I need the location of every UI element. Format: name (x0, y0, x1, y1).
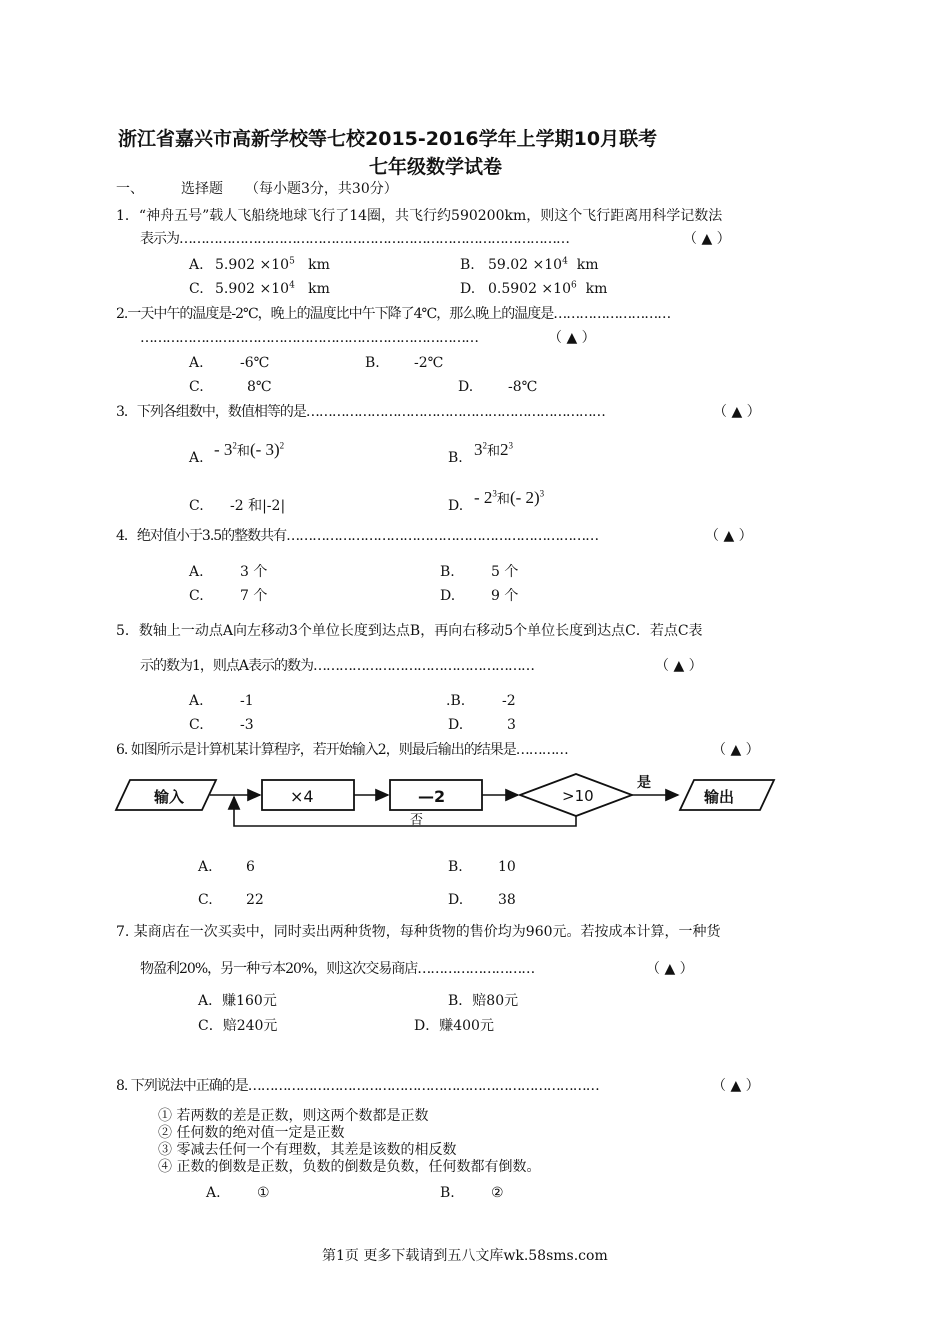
q1-option-c-label: C. (189, 281, 204, 297)
q1-option-c (215, 280, 330, 298)
q1-option-a-label: A. (189, 257, 204, 273)
q3-b-m2: 2 (500, 440, 509, 459)
q3-d-e2: 3 (539, 488, 545, 499)
page-footer: 第1页 更多下载请到五八文库wk.58sms.com (322, 1248, 608, 1264)
q7-option-b: B．赔80元 (448, 993, 519, 1009)
q6-option-d: 38 (498, 892, 516, 908)
computation-flowchart (110, 766, 780, 830)
exam-title-line2: 七年级数学试卷 (369, 156, 503, 178)
flow-output-label: 输出 (704, 788, 735, 806)
q8-statement-1: ① 若两数的差是正数，则这两个数都是正数 (158, 1108, 429, 1124)
q3-d-m1: - 2 (474, 488, 493, 507)
q2-option-d: -8℃ (508, 379, 538, 395)
q5-option-a: -1 (240, 693, 254, 709)
q4-line1: 4．绝对值小于3.5的整数共有……………………………………………………………… (116, 528, 599, 544)
q3-d-e1: 3 (492, 488, 497, 499)
q5-option-d: 3 (507, 717, 516, 733)
q6-line1: 6. 如图所示是计算机某计算程序，若开始输入2，则最后输出的结果是………… (116, 742, 568, 758)
q2-answer-mark: （ ▲ ） (548, 330, 596, 346)
q4-option-b: 5 个 (491, 564, 519, 580)
q4-option-b-label: B. (440, 564, 455, 580)
q6-option-d-label: D. (448, 892, 464, 908)
q2-line2: …………………………………………………………………… (140, 330, 478, 346)
q5-line2: 示的数为1，则点A表示的数为…………………………………………… (140, 658, 535, 674)
q3-answer-mark: （ ▲ ） (713, 404, 761, 420)
q1-d-unit: km (585, 281, 608, 297)
q7-line2: 物盈利20%，另一种亏本20%，则这次交易商店……………………… (140, 961, 535, 977)
q5-option-c: -3 (240, 717, 254, 733)
q6-option-a-label: A. (198, 859, 213, 875)
q5-option-b: -2 (502, 693, 516, 709)
q3-b-and: 和 (487, 443, 501, 458)
q3-option-a (214, 440, 284, 460)
q6-option-b-label: B. (448, 859, 463, 875)
q8-option-b: ② (491, 1185, 504, 1201)
q2-option-b: -2℃ (414, 355, 444, 371)
q2-option-d-label: D. (458, 379, 474, 395)
q8-statement-3: ③ 零减去任何一个有理数，其差是该数的相反数 (158, 1142, 457, 1158)
q7-line1: 7. 某商店在一次买卖中，同时卖出两种货物，每种货物的售价均为960元。若按成本计算，一种货 (116, 924, 721, 940)
flow-loop-no (234, 797, 576, 826)
q1-c-base: 5.902 ×10 (215, 281, 290, 297)
q1-d-base: 0.5902 ×10 (488, 281, 571, 297)
q3-b-m1: 3 (474, 440, 483, 459)
q3-option-b-label: B. (448, 450, 463, 466)
q4-option-d-label: D. (440, 588, 456, 604)
q1-a-base: 5.902 ×10 (215, 257, 290, 273)
q1-a-unit: km (308, 257, 330, 273)
flow-condition-label: >10 (562, 787, 594, 805)
q1-line1: 1．“神舟五号”载人飞船绕地球飞行了14圈，共飞行约590200km，则这个飞行距离用科学记数法 (116, 208, 723, 224)
q3-option-c-label: C. (189, 498, 204, 514)
q1-b-unit: km (576, 257, 599, 273)
q6-option-c: 22 (246, 892, 264, 908)
q6-option-a: 6 (246, 859, 255, 875)
q8-line1: 8. 下列说法中正确的是……………………………………………………………………… (116, 1078, 599, 1094)
q5-option-c-label: C. (189, 717, 204, 733)
q1-option-b (488, 256, 598, 274)
q3-a-e2: 2 (279, 440, 285, 451)
q3-option-b (474, 440, 513, 460)
q1-c-unit: km (308, 281, 330, 297)
q3-a-m2: (- 3) (249, 440, 280, 459)
q3-d-and: 和 (496, 491, 510, 506)
q1-a-exp: 5 (289, 256, 295, 267)
q7-option-c: C．赔240元 (198, 1018, 278, 1034)
q3-option-d (474, 488, 544, 508)
flow-subtract-label: —2 (418, 787, 446, 806)
q4-option-c: 7 个 (240, 588, 268, 604)
q4-option-d: 9 个 (491, 588, 519, 604)
q3-option-a-label: A. (189, 450, 204, 466)
q5-option-b-label: .B. (446, 693, 466, 709)
q8-option-a-label: A. (206, 1185, 221, 1201)
q2-option-a: -6℃ (240, 355, 270, 371)
q2-line1: 2.一天中午的温度是-2℃，晚上的温度比中午下降了4℃，那么晚上的温度是……………………… (116, 306, 671, 322)
q3-a-m1: - 3 (214, 440, 233, 459)
q3-line1: 3．下列各组数中，数值相等的是…………………………………………………………… (116, 404, 605, 420)
q4-option-c-label: C. (189, 588, 204, 604)
q3-a-and: 和 (236, 443, 250, 458)
flow-input-label: 输入 (154, 788, 185, 806)
q3-option-d-label: D. (448, 498, 464, 514)
q1-option-a (215, 256, 330, 274)
q6-option-b: 10 (498, 859, 516, 875)
flow-yes-label: 是 (637, 775, 651, 791)
q3-b-e1: 2 (482, 440, 487, 451)
flow-no-label: 否 (410, 813, 424, 828)
q1-d-exp: 6 (570, 280, 577, 291)
section-title: 选择题 (181, 181, 223, 197)
q2-option-b-label: B. (365, 355, 380, 371)
q8-option-b-label: B. (440, 1185, 455, 1201)
q4-option-a-label: A. (189, 564, 204, 580)
q2-option-c: 8℃ (247, 379, 272, 395)
q7-answer-mark: （ ▲ ） (646, 961, 694, 977)
section-note: （每小题3分，共30分） (245, 181, 398, 197)
q1-option-b-label: B. (460, 257, 475, 273)
section-number: 一、 (116, 181, 144, 197)
q4-answer-mark: （ ▲ ） (705, 528, 753, 544)
q6-option-c-label: C. (198, 892, 213, 908)
q1-c-exp: 4 (289, 280, 295, 291)
q8-option-a: ① (257, 1185, 270, 1201)
q1-b-exp: 4 (562, 256, 568, 267)
q8-statement-4: ④ 正数的倒数是正数，负数的倒数是负数，任何数都有倒数。 (158, 1159, 541, 1175)
q8-answer-mark: （ ▲ ） (712, 1078, 760, 1094)
q8-statement-2: ② 任何数的绝对值一定是正数 (158, 1125, 345, 1141)
q1-answer-mark: （ ▲ ） (683, 231, 731, 247)
q3-b-e2: 3 (508, 440, 514, 451)
q5-option-d-label: D. (448, 717, 464, 733)
q1-line2: 表示为……………………………………………………………………………… (140, 231, 569, 247)
q7-option-a: A．赚160元 (198, 993, 277, 1009)
flow-multiply-label: ×4 (290, 787, 314, 806)
exam-title-line1: 浙江省嘉兴市高新学校等七校2015-2016学年上学期10月联考 (118, 128, 658, 150)
q4-option-a: 3 个 (240, 564, 268, 580)
q3-a-e1: 2 (232, 440, 237, 451)
q2-option-c-label: C. (189, 379, 204, 395)
q1-option-d-label: D. (460, 281, 476, 297)
q6-answer-mark: （ ▲ ） (712, 742, 760, 758)
q5-answer-mark: （ ▲ ） (655, 658, 703, 674)
q3-option-c: -2 和|-2| (230, 498, 286, 514)
q7-option-d: D．赚400元 (414, 1018, 494, 1034)
q5-option-a-label: A. (189, 693, 204, 709)
q3-d-m2: (- 2) (509, 488, 540, 507)
q2-option-a-label: A. (189, 355, 204, 371)
q1-option-d (488, 280, 607, 298)
q1-b-base: 59.02 ×10 (488, 257, 563, 273)
q5-line1: 5．数轴上一动点A向左移动3个单位长度到达点B，再向右移动5个单位长度到达点C．若点C表 (116, 623, 703, 639)
